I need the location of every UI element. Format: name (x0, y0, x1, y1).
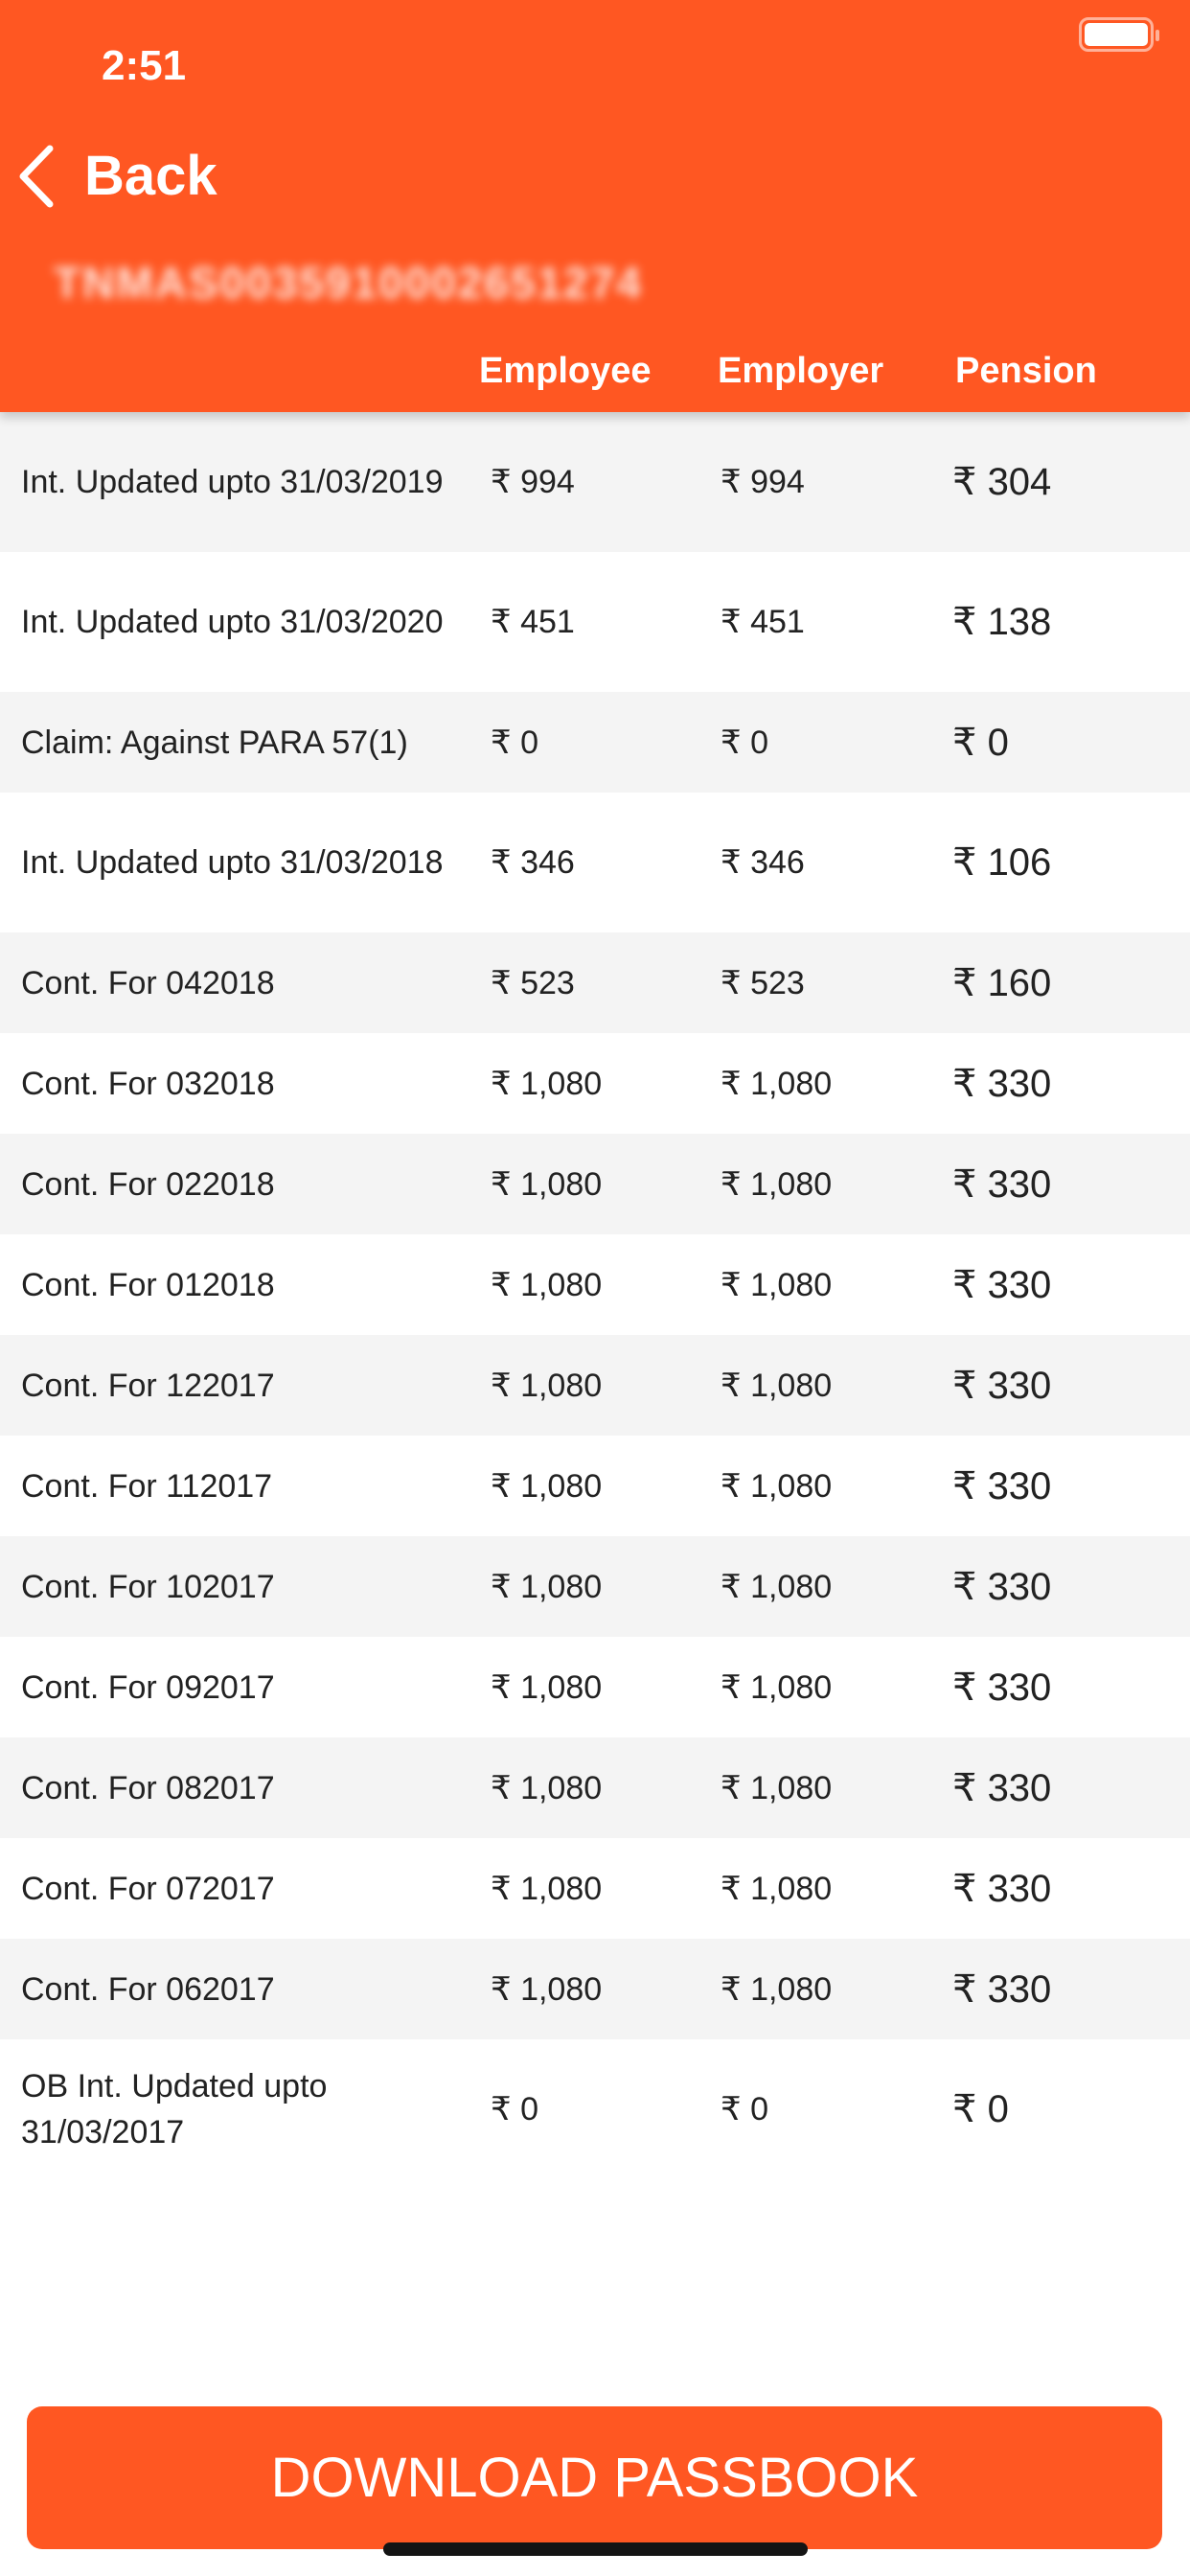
row-label: Cont. For 122017 (21, 1367, 275, 1404)
table-row (0, 1134, 1190, 1234)
employee-amount: ₹ 1,080 (491, 1568, 603, 1605)
employer-amount: ₹ 1,080 (721, 1870, 833, 1907)
pension-amount: ₹ 330 (952, 1162, 1052, 1206)
employer-amount: ₹ 1,080 (721, 1769, 833, 1806)
employee-amount: ₹ 1,080 (491, 1970, 603, 2008)
pension-amount: ₹ 330 (952, 1967, 1052, 2011)
pension-amount: ₹ 0 (952, 721, 1009, 764)
table-row (0, 1737, 1190, 1838)
column-header-employee: Employee (479, 351, 652, 391)
row-label: Cont. For 102017 (21, 1568, 275, 1605)
pension-amount: ₹ 304 (952, 461, 1052, 503)
table-row (0, 1335, 1190, 1436)
pension-amount: ₹ 330 (952, 1464, 1052, 1507)
employee-amount: ₹ 451 (491, 604, 575, 640)
pension-amount: ₹ 330 (952, 1364, 1052, 1407)
passbook-table (0, 412, 1190, 2179)
table-row (0, 1637, 1190, 1737)
employer-amount: ₹ 1,080 (721, 1568, 833, 1605)
table-row (0, 793, 1190, 932)
row-label: Int. Updated upto 31/03/2019 (21, 464, 444, 500)
row-label: Cont. For 042018 (21, 964, 275, 1001)
pension-amount: ₹ 330 (952, 1867, 1052, 1910)
employer-amount: ₹ 1,080 (721, 1668, 833, 1706)
employer-amount: ₹ 523 (721, 964, 805, 1001)
battery-icon (1079, 17, 1154, 52)
row-label: Int. Updated upto 31/03/2020 (21, 604, 444, 640)
employee-amount: ₹ 1,080 (491, 1165, 603, 1203)
employer-amount: ₹ 0 (721, 724, 768, 761)
employer-amount: ₹ 1,080 (721, 1065, 833, 1102)
table-row (0, 932, 1190, 1033)
pension-amount: ₹ 330 (952, 1666, 1052, 1709)
row-label: Cont. For 112017 (21, 1467, 273, 1505)
home-indicator[interactable] (383, 2542, 808, 2556)
employee-amount: ₹ 0 (491, 2091, 538, 2128)
pension-amount: ₹ 330 (952, 1766, 1052, 1809)
pension-amount: ₹ 160 (952, 961, 1052, 1004)
table-row (0, 692, 1190, 793)
pension-amount: ₹ 330 (952, 1565, 1052, 1608)
row-label: Claim: Against PARA 57(1) (21, 724, 408, 761)
table-row (0, 1838, 1190, 1939)
status-time: 2:51 (102, 42, 187, 89)
pension-amount: ₹ 0 (952, 2088, 1009, 2130)
employer-amount: ₹ 1,080 (721, 1266, 833, 1303)
chevron-left-icon (17, 145, 56, 208)
column-header-employer: Employer (718, 351, 884, 391)
row-label: OB Int. Updated upto 31/03/2017 (21, 2068, 328, 2150)
employee-amount: ₹ 0 (491, 724, 538, 761)
table-row (0, 412, 1190, 552)
row-label: Cont. For 012018 (21, 1266, 275, 1303)
employer-amount: ₹ 0 (721, 2091, 768, 2128)
employee-amount: ₹ 523 (491, 964, 575, 1001)
employee-amount: ₹ 1,080 (491, 1870, 603, 1907)
account-number: TNMAS0035910002651274 (54, 258, 643, 308)
table-row (0, 2039, 1190, 2179)
table-row (0, 1939, 1190, 2039)
pension-amount: ₹ 138 (952, 601, 1052, 643)
download-passbook-button[interactable]: DOWNLOAD PASSBOOK (27, 2406, 1162, 2549)
row-label: Cont. For 082017 (21, 1769, 275, 1806)
pension-amount: ₹ 330 (952, 1263, 1052, 1306)
table-row (0, 1033, 1190, 1134)
employer-amount: ₹ 1,080 (721, 1467, 833, 1505)
row-label: Cont. For 032018 (21, 1065, 275, 1102)
row-label: Int. Updated upto 31/03/2018 (21, 844, 444, 881)
row-label: Cont. For 092017 (21, 1668, 275, 1706)
header (0, 0, 1190, 412)
employee-amount: ₹ 994 (491, 464, 575, 500)
table-row (0, 1536, 1190, 1637)
row-label: Cont. For 022018 (21, 1165, 275, 1203)
employee-amount: ₹ 1,080 (491, 1065, 603, 1102)
employer-amount: ₹ 1,080 (721, 1970, 833, 2008)
pension-amount: ₹ 106 (952, 841, 1052, 884)
employee-amount: ₹ 1,080 (491, 1367, 603, 1404)
employee-amount: ₹ 346 (491, 844, 575, 881)
employer-amount: ₹ 1,080 (721, 1367, 833, 1404)
employee-amount: ₹ 1,080 (491, 1769, 603, 1806)
pension-amount: ₹ 330 (952, 1062, 1052, 1105)
employer-amount: ₹ 346 (721, 844, 805, 881)
table-row (0, 1234, 1190, 1335)
back-button[interactable] (17, 144, 217, 208)
employee-amount: ₹ 1,080 (491, 1467, 603, 1505)
table-row (0, 552, 1190, 692)
row-label: Cont. For 062017 (21, 1970, 275, 2008)
back-label: Back (84, 145, 217, 207)
column-header-pension: Pension (955, 351, 1097, 391)
employee-amount: ₹ 1,080 (491, 1668, 603, 1706)
row-label: Cont. For 072017 (21, 1870, 275, 1907)
employer-amount: ₹ 994 (721, 464, 805, 500)
employer-amount: ₹ 1,080 (721, 1165, 833, 1203)
employee-amount: ₹ 1,080 (491, 1266, 603, 1303)
employer-amount: ₹ 451 (721, 604, 805, 640)
table-row (0, 1436, 1190, 1536)
